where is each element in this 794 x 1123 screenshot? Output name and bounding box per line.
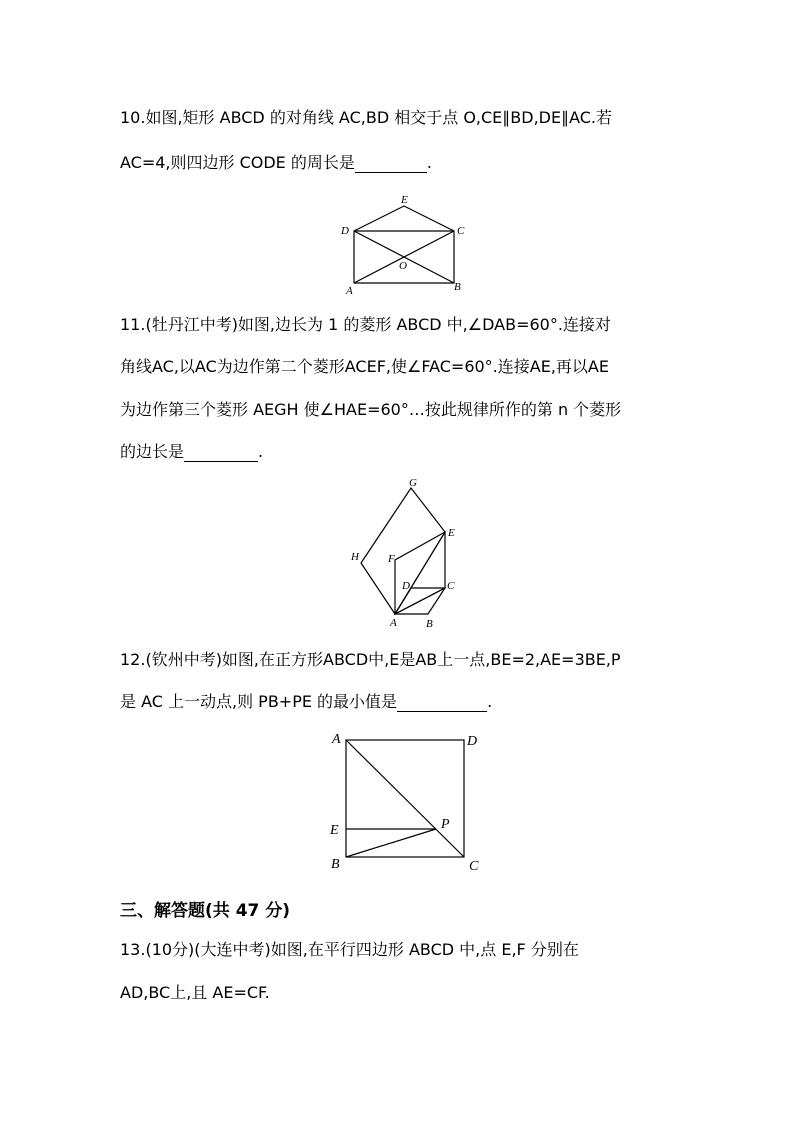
q10-text-line2-pre: AC=4,则四边形 CODE 的周长是	[120, 153, 355, 172]
q10-label-e: E	[401, 194, 408, 206]
q11-label-e: E	[448, 527, 455, 539]
q11-label-c: C	[447, 580, 455, 592]
section-title-answer-questions: 三、解答题(共 47 分)	[120, 901, 291, 921]
q11-label-b: B	[426, 618, 433, 630]
q12-label-b: B	[331, 857, 340, 872]
q11-label-a: A	[390, 617, 397, 629]
q10-label-c: C	[457, 225, 465, 237]
q11-label-g: G	[409, 477, 417, 489]
q12-text-line2-post: .	[487, 692, 493, 711]
q10-label-a: A	[346, 285, 353, 297]
q11-text-line3: 为边作第三个菱形 AEGH 使∠HAE=60°…按此规律所作的第 n 个菱形	[120, 400, 622, 419]
q11-text-line1: 11.(牡丹江中考)如图,边长为 1 的菱形 ABCD 中,∠DAB=60°.连接对	[120, 315, 611, 334]
q12-segment-pb	[346, 829, 436, 857]
q11-text-line4-pre: 的边长是	[120, 442, 185, 461]
q10-label-o: O	[399, 260, 407, 272]
q12-text-line2-pre: 是 AC 上一动点,则 PB+PE 的最小值是	[120, 692, 398, 711]
q10-text-line2-post: .	[426, 153, 432, 172]
q12-label-a: A	[332, 732, 341, 747]
q11-label-d: D	[402, 580, 410, 592]
q11-text-line4-post: .	[258, 442, 264, 461]
q11-label-f: F	[388, 553, 395, 565]
q12-label-d: D	[467, 734, 478, 749]
q13-text-line1: 13.(10分)(大连中考)如图,在平行四边形 ABCD 中,点 E,F 分别在	[120, 940, 579, 959]
q12-diagonal-ac	[346, 740, 464, 857]
q12-label-e: E	[330, 823, 339, 838]
q10-text-line1: 10.如图,矩形 ABCD 的对角线 AC,BD 相交于点 O,CE∥BD,DE∥AC.若	[120, 108, 613, 127]
q10-label-b: B	[454, 281, 461, 293]
q12-label-c: C	[469, 859, 479, 874]
q12-label-p: P	[441, 817, 450, 832]
q10-label-d: D	[341, 225, 349, 237]
q11-text-line2: 角线AC,以AC为边作第二个菱形ACEF,使∠FAC=60°.连接AE,再以AE	[120, 357, 609, 376]
q13-text-line2: AD,BC上,且 AE=CF.	[120, 983, 270, 1002]
q12-text-line1: 12.(钦州中考)如图,在正方形ABCD中,E是AB上一点,BE=2,AE=3BE,P	[120, 650, 621, 669]
q11-label-h: H	[351, 551, 359, 563]
